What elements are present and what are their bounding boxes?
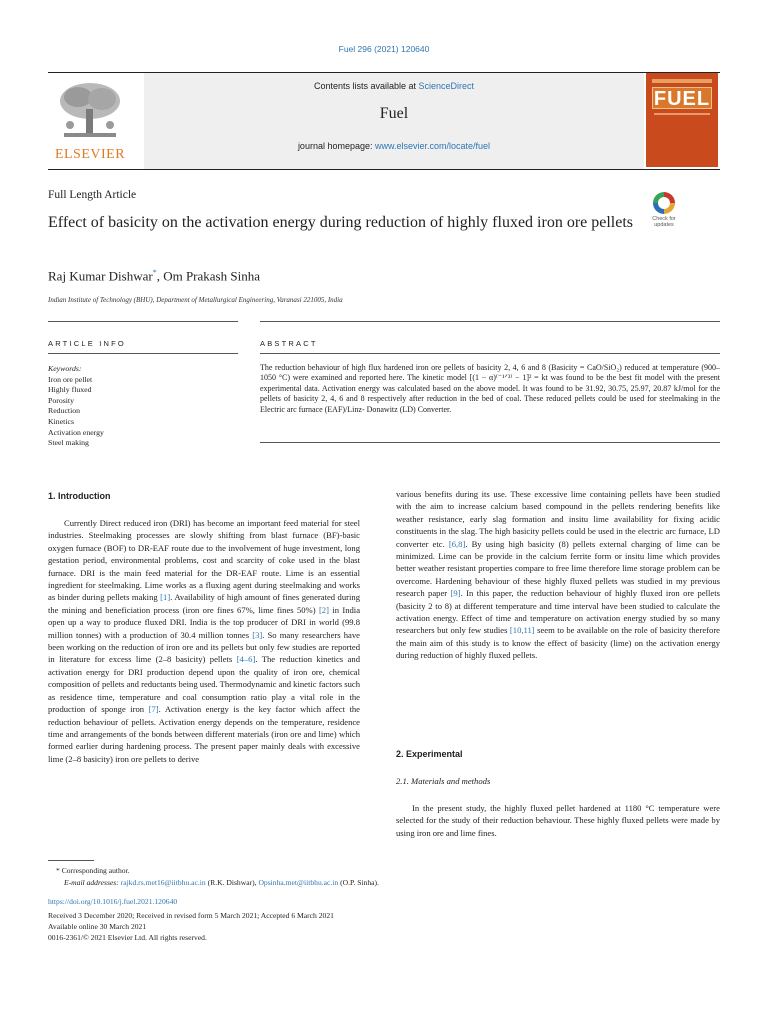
journal-cover[interactable]	[646, 73, 718, 167]
citation-link[interactable]: [10,11]	[509, 625, 535, 636]
citation-link[interactable]: [7]	[148, 704, 159, 715]
check-for-updates-button[interactable]	[648, 192, 680, 232]
citation-link[interactable]: [3]	[252, 629, 263, 640]
journal-header	[48, 72, 720, 170]
footnote-divider	[48, 860, 94, 861]
email-link[interactable]: rajkd.rs.met16@iitbhu.ac.in	[120, 878, 206, 887]
received-dates: Received 3 December 2020; Received in revised form 5 March 2021; Accepted 6 March 2021	[48, 911, 334, 920]
abstract-heading: ABSTRACT	[260, 339, 318, 348]
copyright: 0016-2361/© 2021 Elsevier Ltd. All rights reserved.	[48, 933, 207, 942]
section-heading-experimental: 2. Experimental	[396, 749, 463, 759]
article-type: Full Length Article	[48, 189, 137, 201]
keyword[interactable]: Kinetics	[48, 416, 74, 426]
keyword[interactable]: Steel making	[48, 438, 89, 448]
email-link[interactable]: Opsinha.met@iitbhu.ac.in	[258, 878, 339, 887]
email-line: E-mail addresses: rajkd.rs.met16@iitbhu.ac.in (R.K. Dishwar), Opsinha.met@iitbhu.ac.in (O.P. Sinha).	[64, 878, 379, 887]
introduction-text	[48, 517, 360, 765]
divider	[260, 353, 720, 354]
abstract-text: The reduction behaviour of high flux hardened iron ore pellets of basicity 2, 4, 6 and 8 (Basicity = CaO/SiO₂) reduced at temperature (900–1050 °C) were examined and reported here. The kinetic model [(1 − α)⁽⁻¹ᐟ³⁾ − 1]² = kt was found to be the best fit model with the present experimental data. Activation energy was calculated based on the above model. It was found to be 31.92, 30.75, 25.97, 20.87 kJ/mol for the pellets of basicity 2, 4, 6 and 8 respectively after reduction in the bed of coal. These reduced pellets could be used for steelmaking in the Electric arc furnace (EAF)/Linz- Donawitz (LD) Converter.	[260, 363, 720, 414]
publisher-name: ELSEVIER	[54, 147, 126, 162]
author-name[interactable]: , Om Prakash Sinha	[156, 268, 260, 284]
paragraph: Currently Direct reduced iron (DRI) has become an important feed material for steel industries. Steelmaking processes are slowly shifting from blast furnace (BF)-basic oxygen furnace (BOF) to DR-EAF route due to the involvement of huge investment, long gestation period, environmental problems, cost and scarcity of coke used in the blast furnace. DRI is the main feed material for the DR-EAF route. Lime is an essential ingredient for steelmaking. Lime works as a fluxing agent during steelmaking and works as binder during pellets making [1]. Availability of high amount of fines generated during the mining and beneficiation process (iron ore fines 67%, lime fines 50%) [2] in India open up a way to produce fluxed DRI. India is the top producer of DRI in world (99.8 million tonnes) with a production of 30.4 million tonnes [3]. So many researchers have been working on the reduction of iron ore and its pellets but only few studies are reported in literature for excess lime (2–8 basicity) pellets [4–6]. The reduction kinetics and activation energy for DRI production depend upon the quality of iron ore, chemical composition of pellets and reductants being used. Thermodynamic and kinetic factors such as residence time, temperature and coal consumption ratio play a vital role in the production of sponge iron [7]. Activation energy is the key factor which affect the reduction behaviour of pellets. Activation energy depends on the temperature, residence time and arrangements of the bonds between different materials (iron ore and lime) which formed earlier during hardening process. The present paper mainly deals with excessive lime (2–8 basicity) iron ore pellets to derive	[48, 518, 361, 764]
divider	[260, 321, 720, 322]
keywords-title: Keywords:	[48, 364, 82, 373]
keyword[interactable]: Highly fluxed	[48, 385, 92, 395]
keyword[interactable]: Reduction	[48, 406, 81, 416]
materials-text	[396, 802, 720, 839]
homepage-link[interactable]: www.elsevier.com/locate/fuel	[375, 141, 491, 151]
affiliation: Indian Institute of Technology (BHU), Department of Metallurgical Engineering, Varanasi 221005, India	[48, 296, 343, 304]
cover-strip	[652, 79, 712, 83]
check-for-updates-label: Check for updates	[652, 216, 676, 228]
subsection-heading-materials: 2.1. Materials and methods	[396, 776, 491, 786]
doi-link[interactable]: https://doi.org/10.1016/j.fuel.2021.120640	[48, 897, 178, 906]
contents-line: Contents lists available at ScienceDirect	[313, 81, 475, 91]
doi-line	[48, 896, 177, 907]
divider	[48, 353, 238, 354]
author-list	[48, 268, 260, 284]
keyword[interactable]: Porosity	[48, 395, 74, 405]
article-info-heading: ARTICLE INFO	[48, 339, 126, 348]
keyword[interactable]: Activation energy	[48, 427, 104, 437]
section-heading-introduction: 1. Introduction	[48, 491, 111, 501]
sciencedirect-link[interactable]: ScienceDirect	[418, 81, 475, 91]
corresponding-author-mark[interactable]: *	[152, 268, 157, 277]
citation-link[interactable]: [9]	[450, 588, 461, 599]
homepage-line: journal homepage: www.elsevier.com/locate/fuel	[297, 141, 491, 151]
divider	[260, 442, 720, 443]
paragraph: In the present study, the highly fluxed pellet hardened at 1180 °C temperature were selected for the study of their reduction behaviour. These highly fluxed pellets were made by using iron ore and lime fines.	[396, 803, 720, 838]
elsevier-tree-icon	[54, 79, 126, 145]
article-title: Effect of basicity on the activation energy during reduction of highly fluxed iron ore pellets	[48, 214, 634, 231]
divider	[48, 321, 238, 322]
cover-title: FUEL	[653, 88, 711, 110]
citation-link[interactable]: [6,8]	[448, 538, 466, 549]
journal-reference[interactable]: Fuel 296 (2021) 120640	[338, 44, 430, 54]
available-online: Available online 30 March 2021	[48, 922, 147, 931]
keywords-block	[48, 364, 238, 449]
journal-name: Fuel	[379, 105, 409, 122]
crossmark-icon	[653, 192, 675, 214]
elsevier-logo[interactable]	[48, 79, 132, 163]
citation-link[interactable]: [4–6]	[236, 654, 256, 665]
citation-link[interactable]: [1]	[160, 592, 171, 603]
journal-info-panel	[144, 73, 644, 169]
cover-subtitle-line	[654, 113, 710, 115]
right-column-text	[396, 488, 720, 662]
keyword[interactable]: Iron ore pellet	[48, 374, 93, 384]
author-name[interactable]: Raj Kumar Dishwar	[48, 268, 153, 284]
paragraph: various benefits during its use. These excessive lime containing pellets have been studied with the aim to increase calcium based compound in the pellets rendering benefits like weather resistance, early slag formation and insitu lime availability for fixing acidic constituents in the slag. The high basicity pellets could be used in the electric arc furnace, LD converter etc. [6,8]. By using high basicity (8) pellets external charging of lime can be minimized. Lime can be provide in the calcium ferrite form or insitu lime which provides better weather resistant properties compare to free lime therefore lime storage problem can be overcome. Hardening behaviour of these highly fluxed pellets was studied in my previous research paper [9]. In this paper, the reduction behaviour of highly fluxed iron ore pellets (basicity 2 to 8) at different temperature and time interval have been studied to calculate the activation energy. Effect of time and temperature on activation energy studied by so many researchers but only few studies [10,11] seem to be available on the role of basicity therefore the main aim of this study is to know the effect of basicity (lime) on the activation energy during reduction of highly fluxed pellets.	[396, 489, 720, 661]
citation-link[interactable]: [2]	[318, 604, 329, 615]
corresponding-author-note: * Corresponding author.	[56, 866, 130, 875]
